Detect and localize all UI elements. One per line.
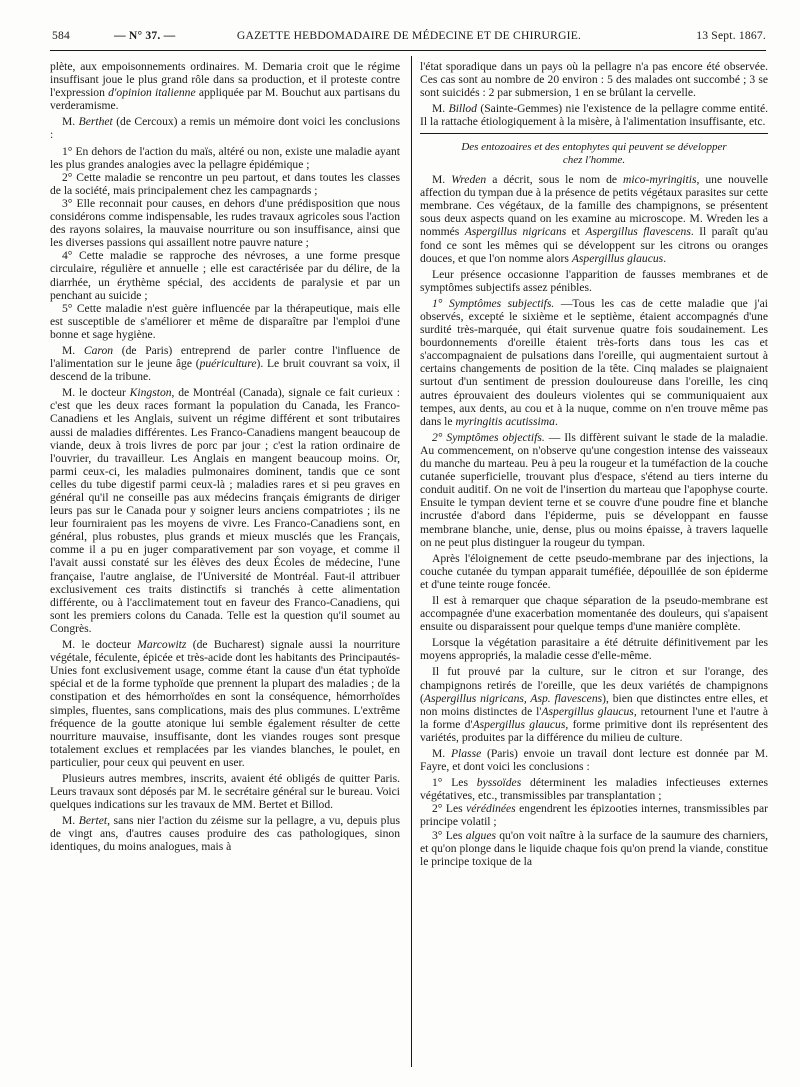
section-title: Des entozoaires et des entophytes qui peuvent se développer chez l'homme.	[461, 141, 727, 167]
author-name: Berthet	[78, 115, 113, 129]
right-column	[420, 60, 768, 868]
author-name: Caron	[83, 343, 114, 357]
list-item: 5° Cette maladie n'est guère influencée par la thérapeutique, mais elle est susceptible de s'améliorer et même de disparaître par l'emploi d'une bonne et sage hygiène.	[50, 301, 400, 341]
paragraph: M. Plasse (Paris) envoie un travail dont lecture est donnée par M. Fayre, et dont voici les conclusions :	[420, 747, 769, 774]
journal-title: GAZETTE HEBDOMADAIRE DE MÉDECINE ET DE CHIRURGIE.	[236, 29, 582, 42]
issue-date: 13 Sept. 1867.	[696, 29, 766, 42]
header-rule	[50, 50, 766, 51]
paragraph: Plusieurs autres membres, inscrits, avaient été obligés de quitter Paris. Leurs travaux sont déposés par M. le secrétaire général sur le bureau. Voici quelques indications sur les travaux de MM. Bertet et Billod.	[50, 771, 400, 812]
subsection-label: 2° Symptômes objectifs.	[432, 430, 545, 444]
author-name: Marcowitz	[137, 638, 187, 652]
list-item: 4° Cette maladie se rapproche des névroses, a une forme presque circulaire, régulière et annuelle ; elle est caractérisée par du délire, de la diarrhée, un érythème spécial, des accidents de paralysie et par un penchant au suicide ;	[50, 249, 400, 302]
author-name: Kingston	[129, 386, 172, 400]
paragraph: M. Billod (Sainte-Gemmes) nie l'existence de la pellagre comme entité. Il la rattache étiologiquement à la misère, à l'alimentation insuffisante, etc.	[420, 102, 768, 129]
paragraph: l'état sporadique dans un pays où la pellagre n'a pas encore été observée. Ces cas sont au nombre de 20 environ : 5 des malades ont succombé ; 3 se sont suicidés : 2 par submersion, 1 en se brûlant la cervelle.	[420, 60, 768, 100]
paragraph: Après l'éloignement de cette pseudo-membrane par des injections, la couche cutanée du tympan apparait tuméfiée, dépouillée de son épiderme et d'une teinte rouge foncée.	[420, 551, 768, 591]
paragraph: M. Berthet (de Cercoux) a remis un mémoire dont voici les conclusions :	[50, 115, 400, 142]
list-item: 1° Les byssoïdes déterminent les maladies infectieuses externes végétatives, etc., transmissibles par transplantation ;	[420, 776, 768, 803]
paragraph: Il est à remarquer que chaque séparation de la pseudo-membrane est accompagnée d'une exacerbation momentanée des douleurs, qui s'apaisent ensuite ou disparaissent pour quelque temps d'une manière complète.	[420, 593, 768, 634]
left-column	[50, 60, 400, 857]
paragraph: Il fut prouvé par la culture, sur le citron et sur l'orange, des champignons retirés de l'oreille, que les deux variétés de champignons (Aspergillus nigricans, Asp. flavescens), bien que distinctes entre elles, et non moins distinctes de l'Aspergillus glaucus, retournent l'une et l'autre à la forme d'Aspergillus glaucus, forme primitive dont ils représentent des variétés, produites par la différence du milieu de culture.	[420, 665, 769, 744]
paragraph: Lorsque la végétation parasitaire a été détruite définitivement par les moyens appropriés, la maladie cesse d'elle-même.	[420, 636, 768, 663]
paragraph: 2° Symptômes objectifs. — Ils diffèrent suivant le stade de la maladie. Au commencement, on n'observe qu'une congestion intense des vaisseaux du manche du marteau. Peu à peu la rougeur et la tuméfaction de la couche cutanée superficielle, trouvant plus d'espace, s'étend au tiers interne du conduit auditif. On ne voit de l'insertion du marteau que l'apophyse courte. Ensuite le tympan devient terne et se couvre d'une poudre fine et blanche incrustée d'abord dans l'épiderme, puis se développant en fausse membrane blanche, unie, dense, plus ou moins épaisse, à travers laquelle on ne peut plus distinguer la rougeur du tympan.	[420, 430, 768, 549]
paragraph: M. Bertet, sans nier l'action du zéisme sur la pellagre, a vu, depuis plus de vingt ans, d'autres causes produire des cas pathologiques, sinon identiques, du moins analogues, mais à	[50, 814, 400, 854]
issue-number: — N° 37. —	[114, 29, 176, 42]
section-divider	[420, 133, 768, 134]
paragraph: Leur présence occasionne l'apparition de fausses membranes et de symptômes subjectifs assez pénibles.	[420, 267, 768, 294]
subsection-label: 1° Symptômes subjectifs.	[432, 296, 555, 310]
list-item: 2° Les vérédinées engendrent les épizooties internes, transmissibles par principe volatil ;	[420, 802, 768, 829]
list-item: 1° En dehors de l'action du maïs, altéré ou non, existe une maladie ayant les plus grandes analogies avec la pellagre épidémique ;	[50, 144, 400, 171]
list-item: 3° Les algues qu'on voit naître à la surface de la saumure des charniers, et qu'on plonge dans le liquide chaque fois qu'on prend la viande, constitue le principe toxique de la	[420, 828, 768, 868]
paragraph: M. Caron (de Paris) entreprend de parler contre l'influence de l'alimentation sur le jeune âge (puériculture). Le bruit couvrant sa voix, il descend de la tribune.	[50, 343, 400, 384]
page-header	[52, 29, 766, 49]
paragraph: M. le docteur Kingston, de Montréal (Canada), signale ce fait curieux : c'est que les deux races formant la population du Canada, les Franco-Canadiens et les Anglais, suivent un régime différent et sont tributaires aussi de maladies différentes. Les Franco-Canadiens mangent beaucoup de viande, deux à trois livres de porc par jour ; c'est la ration ordinaire de l'ouvrier, du travailleur. Les Anglais en mangent beaucoup moins. Or, parmi ceux-ci, les maladies pulmonaires dominent, tandis que ce sont celles du tube digestif parmi ceux-là ; maladies rares et si peu graves en général qu'il ne conseille pas aux médecins français émigrants de diriger leurs pas sur le Canada pour y soigner leurs anciens compatriotes ; ils ne leur fourniraient pas les moyens de vivre. Les Franco-Canadiens sont, en général, plus robustes, plus grands et mieux musclés que les Français, comme il a pu en juger comparativement par son voyage, et comme il l'avait aussi constaté sur les élèves des deux Écoles de médecine, l'une française, l'autre anglaise, de l'Université de Montréal. Faut-il attribuer exclusivement ces traits distinctifs si tranchés à cette alimentation différente, ou à l'acclimatement tout en faveur des Franco-Canadiens, qui sont les premiers colons du Canada. Telle est la question qu'il soumet au Congrès.	[50, 386, 400, 635]
paragraph: M. le docteur Marcowitz (de Bucharest) signale aussi la nourriture végétale, féculente, épicée et très-acide dont les habitants des Principautés-Unies font exclusivement usage, comme étant la cause d'un état typhoïde spécial et de la forme typhoïde que prennent la plupart des maladies ; de la constipation et des hémorrhoïdes en sont la conséquence, hémorrhoïdes simples, fluentes, sans complications, mais des plus communes. L'extrême fréquence de la goutte atonique lui semble également résulter de cette nourriture mauvaise, insuffisante, dont les viandes rouges sont presque totalement exclues et remplacées par les viandes blanches, le poulet, en particulier, pour ceux qui peuvent en user.	[50, 638, 400, 769]
author-name: Wreden	[451, 173, 487, 187]
column-divider	[411, 56, 412, 1067]
author-name: Plasse	[450, 747, 482, 760]
paragraph: 1° Symptômes subjectifs. —Tous les cas de cette maladie que j'ai observés, excepté le sixième et le septième, étaient accompagnés d'une surdité très-marquée, qui était survenue quatre fois soudainement. Les bourdonnements d'oreille étaient très-forts dans tous les cas et s'accompagnaient de pulsations dans l'oreille, qui augmentaient surtout à certains changements de position de la tête. Cinq malades se plaignaient surtout d'un sentiment de pression douloureuse dans l'oreille, les cinq autres éprouvaient des douleurs violentes qui se communiquaient aux tempes, aux dents, au cou et à la nuque, comme on n'en trouve même pas dans le myringitis acutissima.	[420, 296, 768, 428]
paragraph: plète, aux empoisonnements ordinaires. M. Demaria croit que le régime insuffisant joue le plus grand rôle dans sa production, et il proteste contre l'expression d'opinion italienne appliquée par M. Bouchut aux partisans du verderamisme.	[50, 60, 400, 113]
author-name: Bertet	[78, 814, 108, 828]
author-name: Billod	[448, 102, 477, 116]
list-item: 2° Cette maladie se rencontre un peu partout, et dans toutes les classes de la société, mais principalement chez les campagnards ;	[50, 170, 400, 197]
page-number: 584	[52, 29, 70, 42]
list-item: 3° Elle reconnait pour causes, en dehors d'une prédisposition que nous considérons comme indispensable, les rudes travaux agricoles sous l'action des rayons solaires, la mauvaise nourriture ou son insuffisance, ainsi que les diverses passions qui assaillent notre pauvre nature ;	[50, 196, 400, 250]
paragraph: M. Wreden a décrit, sous le nom de mico-myringitis, une nouvelle affection du tympan due à la présence de petits végétaux parasites sur cette membrane. Ces végétaux, de la famille des champignons, se présentent sous deux aspects quand on les examine au microscope. M. Wreden les a nommés Aspergillus nigricans et Aspergillus flavescens. Il paraît qu'au fond ce sont les mêmes qui se développent sur les citrons ou oranges douces, et que l'on nomme alors Aspergillus glaucus.	[420, 173, 768, 265]
